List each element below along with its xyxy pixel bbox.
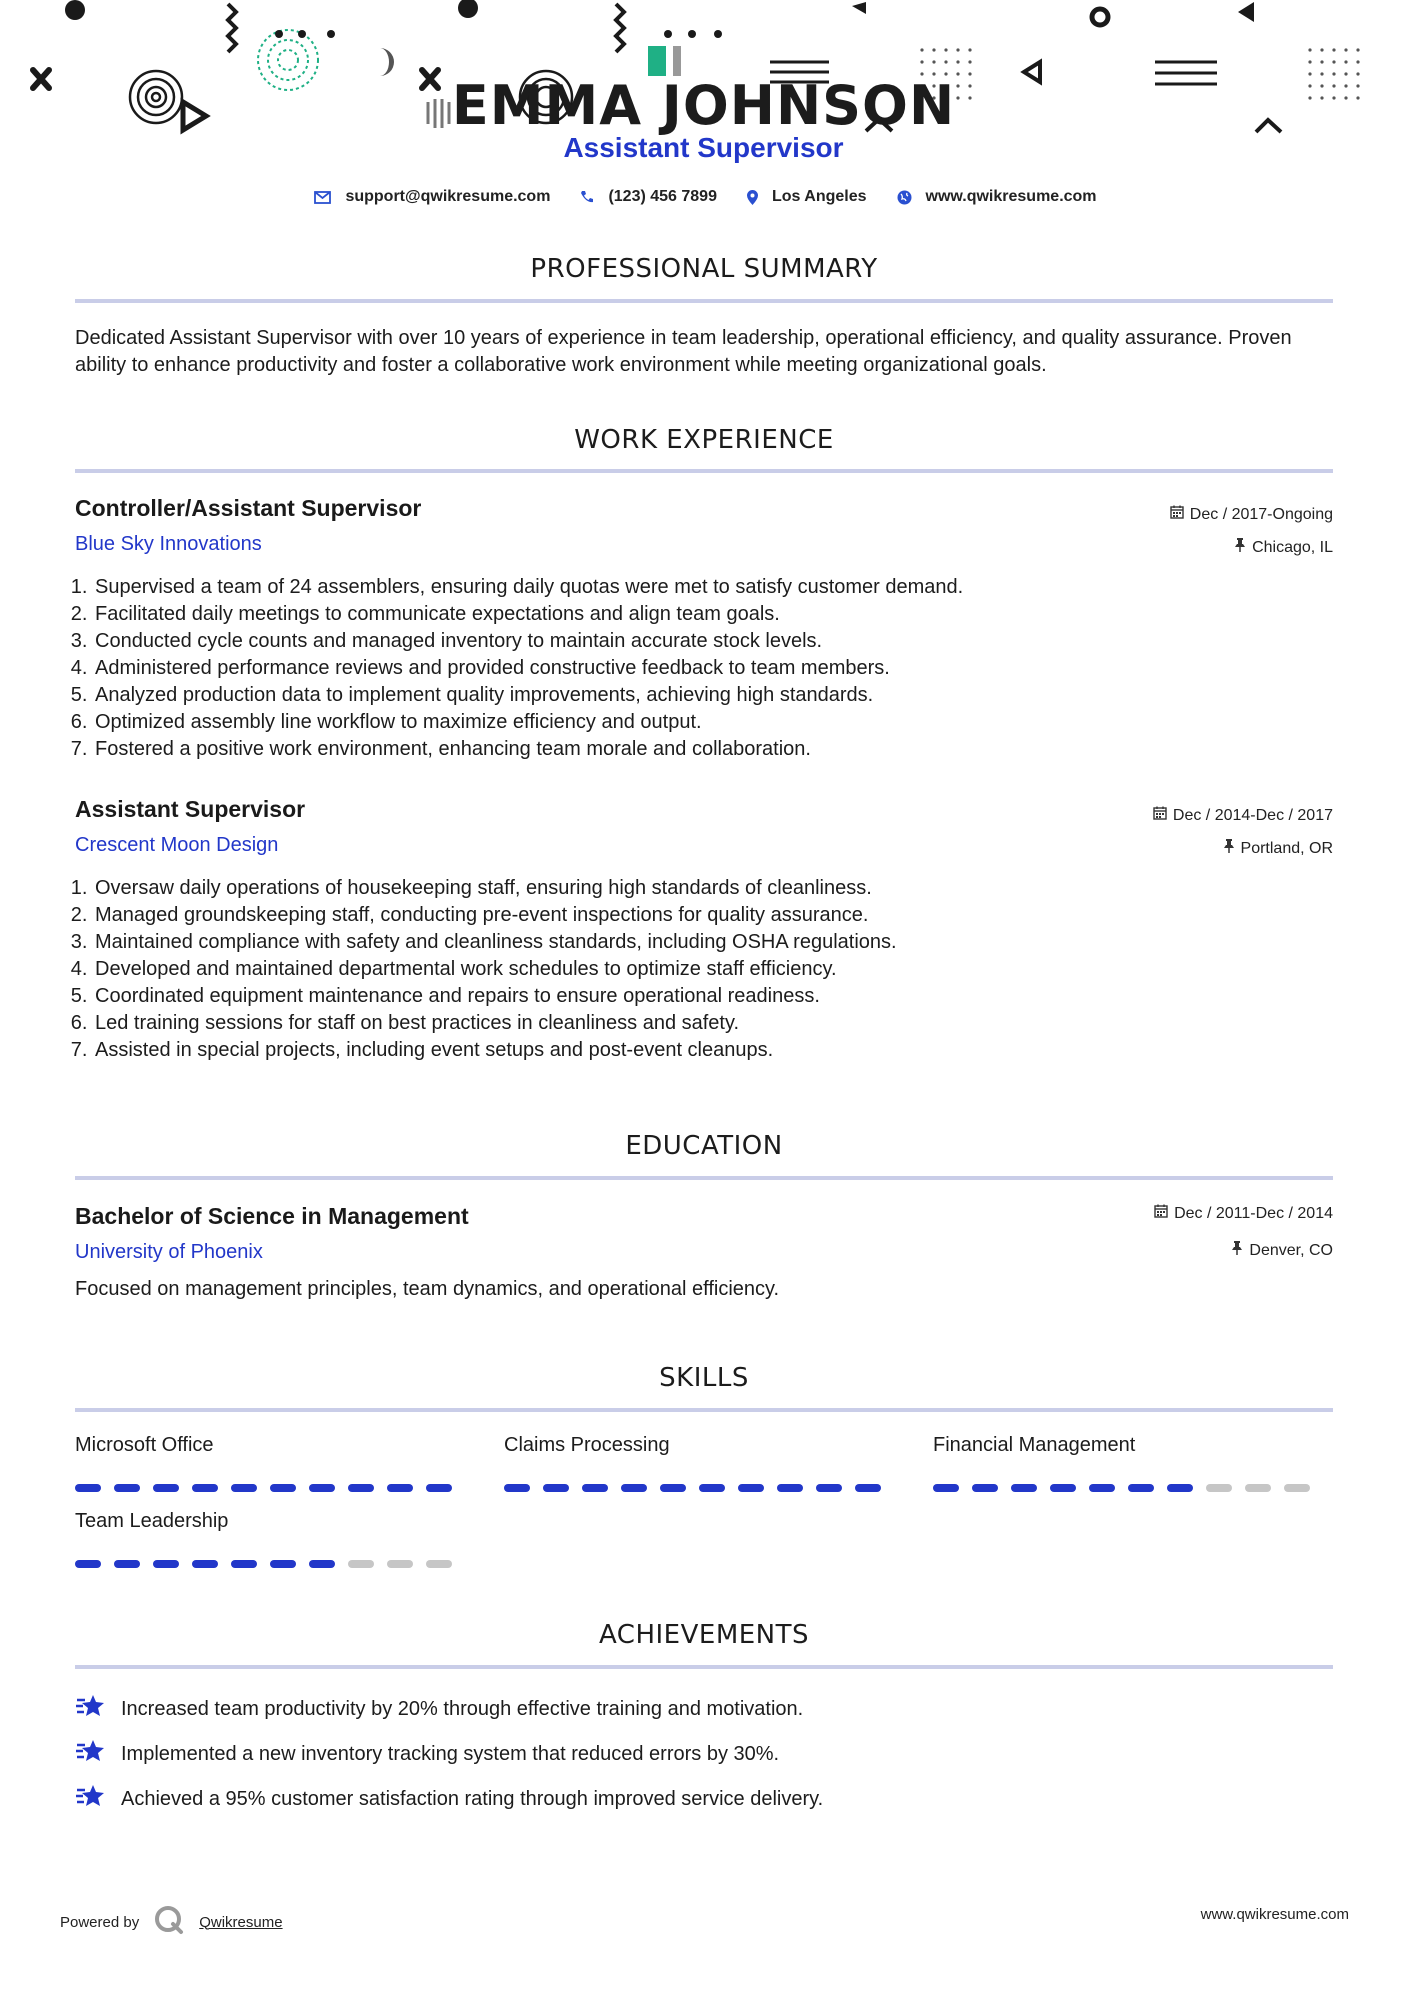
skill-segment-empty: [1206, 1484, 1232, 1492]
green-block-decoration: [648, 46, 666, 76]
footer-url[interactable]: www.qwikresume.com: [1200, 1906, 1349, 1923]
job-title: Controller/Assistant Supervisor: [75, 495, 422, 521]
qwikresume-logo-icon: [153, 1904, 185, 1940]
job-dates: [1170, 505, 1333, 524]
job-dates-text: Dec / 2017-Ongoing: [1189, 505, 1333, 523]
triangle-decoration: [852, 2, 866, 14]
skill-segment-filled: [348, 1484, 374, 1492]
pin-icon: [1231, 1241, 1243, 1260]
skill-segment-filled: [1089, 1484, 1115, 1492]
section-divider: [75, 1176, 1333, 1180]
education-location: [1231, 1241, 1333, 1260]
zigzag-decoration: [616, 4, 624, 52]
gray-block-decoration: [673, 46, 681, 76]
skill-segment-filled: [192, 1560, 218, 1568]
skill-segment-filled: [309, 1560, 335, 1568]
skill-segment-empty: [1245, 1484, 1271, 1492]
skill-segment-filled: [699, 1484, 725, 1492]
duty-item: 4. Administered performance reviews and provided constructive feedback to team members.: [93, 655, 963, 682]
achievement-item: [75, 1737, 779, 1771]
skill-name: Financial Management: [933, 1434, 1136, 1456]
skill-segment-filled: [972, 1484, 998, 1492]
duty-list: [73, 875, 897, 1064]
skill-segment-filled: [270, 1560, 296, 1568]
job-role: Assistant Supervisor: [563, 132, 844, 163]
candidate-name: EMMA JOHNSON: [451, 74, 956, 137]
duty-item: 6. Led training sessions for staff on best practices in cleanliness and safety.: [93, 1010, 897, 1037]
calendar-icon: [1154, 1204, 1168, 1223]
achievement-item: [75, 1782, 823, 1816]
skill-segment-filled: [1167, 1484, 1193, 1492]
education-description: Focused on management principles, team dynamics, and operational efficiency.: [75, 1278, 780, 1300]
map-pin-icon: [747, 190, 758, 205]
phone-icon: [580, 190, 594, 204]
job-location: [1223, 839, 1333, 858]
star-icon: [75, 1782, 107, 1816]
job-location-text: Portland, OR: [1240, 839, 1333, 857]
skill-segment-filled: [231, 1560, 257, 1568]
star-icon: [75, 1737, 107, 1771]
skill-segment-filled: [1050, 1484, 1076, 1492]
duty-item: 5. Coordinated equipment maintenance and repairs to ensure operational readiness.: [93, 983, 897, 1010]
skill-segment-filled: [231, 1484, 257, 1492]
skill-segment-filled: [309, 1484, 335, 1492]
skill-segment-filled: [114, 1484, 140, 1492]
skill-segment-empty: [348, 1560, 374, 1568]
skill-segment-filled: [1011, 1484, 1037, 1492]
job-title: Assistant Supervisor: [75, 796, 306, 822]
duty-item: 1. Supervised a team of 24 assemblers, ensuring daily quotas were met to satisfy customer demand.: [93, 574, 963, 601]
duty-item: 7. Fostered a positive work environment, enhancing team morale and collaboration.: [93, 736, 963, 763]
skill-segment-empty: [387, 1560, 413, 1568]
skill-segment-filled: [75, 1560, 101, 1568]
skill-segment-filled: [270, 1484, 296, 1492]
skill-segment-filled: [504, 1484, 530, 1492]
degree-title: Bachelor of Science in Management: [75, 1203, 469, 1229]
skill-segment-filled: [426, 1484, 452, 1492]
skill-level-bar: [504, 1484, 881, 1492]
three-dots-decoration: [275, 30, 722, 38]
duty-item: 7. Assisted in special projects, including event setups and post-event cleanups.: [93, 1037, 897, 1064]
section-title-experience: WORK EXPERIENCE: [574, 425, 834, 455]
skill-segment-filled: [660, 1484, 686, 1492]
duty-item: 5. Analyzed production data to implement quality improvements, achieving high standards.: [93, 682, 963, 709]
skill-segment-empty: [426, 1560, 452, 1568]
contact-location: Los Angeles: [771, 188, 867, 205]
company-name: Blue Sky Innovations: [75, 533, 262, 555]
footer-powered-by: [60, 1904, 283, 1940]
skill-segment-filled: [933, 1484, 959, 1492]
skill-name: Claims Processing: [504, 1434, 670, 1456]
zigzag-decoration: [228, 4, 236, 52]
section-title-education: EDUCATION: [625, 1131, 783, 1161]
job-dates: [1153, 806, 1333, 825]
skill-segment-filled: [75, 1484, 101, 1492]
section-divider: [75, 1408, 1333, 1412]
skill-segment-filled: [621, 1484, 647, 1492]
section-divider: [75, 1665, 1333, 1669]
education-dates: [1154, 1204, 1333, 1223]
achievement-text: Increased team productivity by 20% through effective training and motivation.: [121, 1697, 804, 1720]
skill-segment-filled: [153, 1560, 179, 1568]
duty-list: [73, 574, 963, 763]
skill-segment-filled: [855, 1484, 881, 1492]
skill-segment-filled: [1128, 1484, 1154, 1492]
contact-phone[interactable]: (123) 456 7899: [608, 188, 717, 205]
job-location: [1234, 538, 1333, 557]
summary-text: Dedicated Assistant Supervisor with over 10 years of experience in team leadership, operational efficiency, and quality assurance. Proven ability to enhance productivity and foster a collaborative work environment while meeting organizational goals.: [75, 327, 1292, 376]
duty-item: 3. Conducted cycle counts and managed inventory to maintain accurate stock levels.: [93, 628, 963, 655]
ring-decoration: [1092, 9, 1108, 25]
section-divider: [75, 469, 1333, 473]
star-icon: [75, 1692, 107, 1726]
pin-icon: [1234, 538, 1246, 557]
education-dates-text: Dec / 2011-Dec / 2014: [1174, 1204, 1333, 1222]
skill-name: Team Leadership: [75, 1510, 229, 1532]
skill-segment-filled: [153, 1484, 179, 1492]
section-title-summary: PROFESSIONAL SUMMARY: [530, 254, 878, 284]
skill-segment-filled: [816, 1484, 842, 1492]
section-title-achievements: ACHIEVEMENTS: [598, 1620, 810, 1650]
section-divider: [75, 299, 1333, 303]
achievement-text: Implemented a new inventory tracking system that reduced errors by 30%.: [121, 1742, 780, 1765]
section-title-skills: SKILLS: [659, 1363, 749, 1393]
contact-email[interactable]: support@qwikresume.com: [345, 188, 551, 205]
calendar-icon: [1170, 505, 1184, 524]
duty-item: 2. Facilitated daily meetings to communicate expectations and align team goals.: [93, 601, 963, 628]
contact-website[interactable]: www.qwikresume.com: [925, 188, 1097, 205]
job-location-text: Chicago, IL: [1252, 538, 1333, 556]
skill-level-bar: [75, 1484, 452, 1492]
skill-segment-filled: [738, 1484, 764, 1492]
calendar-icon: [1153, 806, 1167, 825]
skill-segment-filled: [114, 1560, 140, 1568]
resume-header: [0, 0, 1407, 230]
skill-segment-filled: [582, 1484, 608, 1492]
brand-link[interactable]: Qwikresume: [199, 1913, 283, 1931]
duty-item: 6. Optimized assembly line workflow to maximize efficiency and output.: [93, 709, 963, 736]
skill-segment-filled: [777, 1484, 803, 1492]
duty-item: 1. Oversaw daily operations of housekeeping staff, ensuring high standards of cleanliness.: [93, 875, 897, 902]
dot-decoration: [65, 0, 85, 20]
skill-segment-empty: [1284, 1484, 1310, 1492]
crescent-decoration: [380, 48, 394, 76]
skill-segment-filled: [543, 1484, 569, 1492]
job-dates-text: Dec / 2014-Dec / 2017: [1172, 806, 1333, 824]
achievement-item: [75, 1692, 803, 1726]
school-name: University of Phoenix: [75, 1241, 263, 1263]
powered-by-label: Powered by: [60, 1913, 140, 1931]
company-name: Crescent Moon Design: [75, 834, 279, 856]
dot-decoration: [458, 0, 478, 18]
education-location-text: Denver, CO: [1249, 1241, 1333, 1259]
globe-icon: [897, 190, 912, 205]
triangle-decoration: [1238, 2, 1254, 22]
skill-segment-filled: [192, 1484, 218, 1492]
skill-name: Microsoft Office: [75, 1434, 214, 1456]
duty-item: 2. Managed groundskeeping staff, conducting pre-event inspections for quality assurance.: [93, 902, 897, 929]
duty-item: 4. Developed and maintained departmental work schedules to optimize staff efficiency.: [93, 956, 897, 983]
duty-item: 3. Maintained compliance with safety and cleanliness standards, including OSHA regulations.: [93, 929, 897, 956]
skill-level-bar: [75, 1560, 452, 1568]
skill-level-bar: [933, 1484, 1310, 1492]
skill-segment-filled: [387, 1484, 413, 1492]
contact-bar: [0, 188, 1407, 206]
pin-icon: [1223, 839, 1235, 858]
envelope-icon: [314, 191, 331, 204]
achievement-text: Achieved a 95% customer satisfaction rating through improved service delivery.: [121, 1787, 824, 1810]
